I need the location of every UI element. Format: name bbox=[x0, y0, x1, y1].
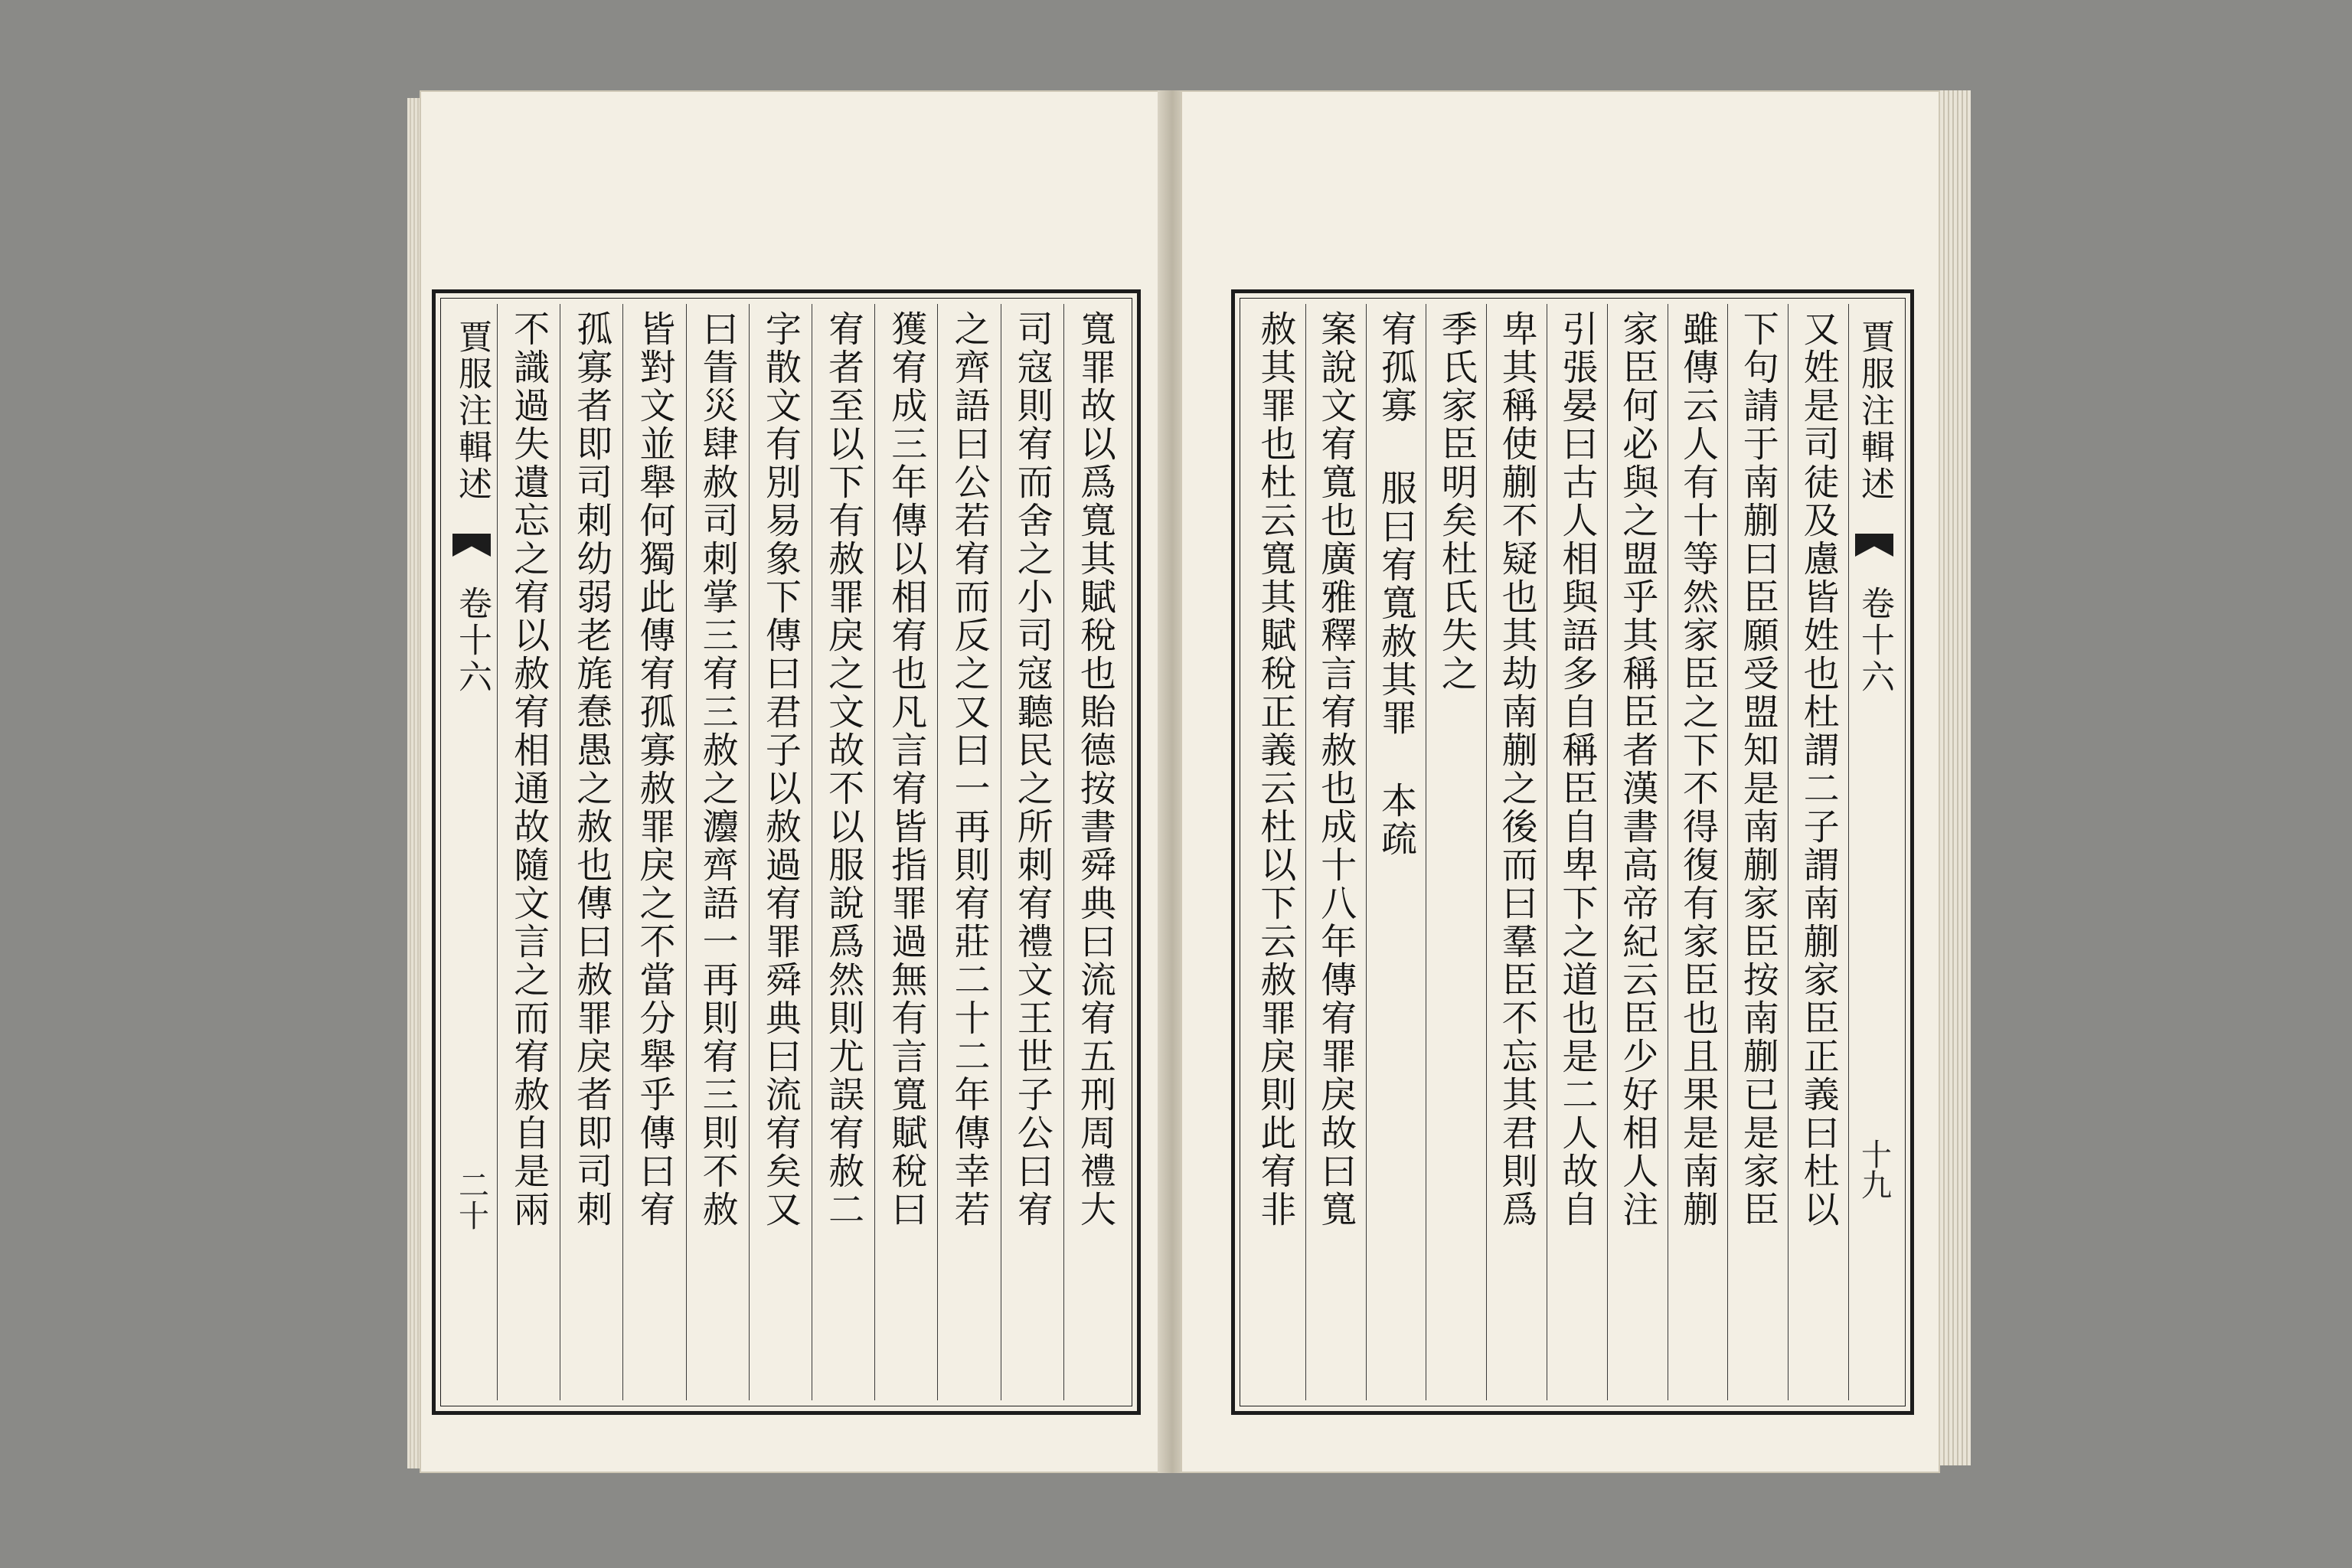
column-text: 宥孤寡 服曰宥寬赦其罪 本疏 bbox=[1375, 310, 1418, 858]
left-columns bbox=[446, 304, 1126, 1400]
column-text: 宥者至以下有赦罪戾之文故不以服說爲然則尤誤宥赦二 bbox=[822, 310, 865, 1229]
column-text: 下句請于南蒯曰臣願受盟知是南蒯家臣按南蒯已是家臣 bbox=[1736, 310, 1779, 1229]
text-column bbox=[1727, 304, 1788, 1400]
text-column bbox=[497, 304, 560, 1400]
column-text: 案說文宥寬也廣雅釋言宥赦也成十八年傳宥罪戾故曰寬 bbox=[1315, 310, 1357, 1229]
text-column bbox=[686, 304, 749, 1400]
text-column bbox=[1547, 304, 1607, 1400]
text-column bbox=[1426, 304, 1486, 1400]
column-text: 季氏家臣明矣杜氏失之 bbox=[1435, 310, 1478, 693]
text-column bbox=[1607, 304, 1668, 1400]
text-column bbox=[1001, 304, 1063, 1400]
column-text: 不識過失遺忘之宥以赦宥相通故隨文言之而宥赦自是兩 bbox=[508, 310, 550, 1229]
volume-label: 卷十六 bbox=[452, 586, 492, 696]
column-text: 皆對文並舉何獨此傳宥孤寡赦罪戾之不當分舉乎傳曰宥 bbox=[633, 310, 676, 1229]
text-column bbox=[749, 304, 812, 1400]
left-text-frame bbox=[432, 289, 1141, 1415]
text-column bbox=[1366, 304, 1426, 1400]
column-text: 引張晏曰古人相與語多自稱臣自卑下之道也是二人故自 bbox=[1556, 310, 1599, 1229]
banner-column bbox=[446, 304, 497, 1400]
text-column bbox=[937, 304, 1000, 1400]
text-column bbox=[812, 304, 874, 1400]
right-columns bbox=[1246, 304, 1900, 1400]
column-text: 家臣何必與之盟乎其稱臣者漢書高帝紀云臣少好相人注 bbox=[1616, 310, 1659, 1229]
text-column bbox=[622, 304, 685, 1400]
volume-label: 卷十六 bbox=[1855, 586, 1894, 696]
column-text: 寬罪故以爲寬其賦稅也貽德按書舜典曰流宥五刑周禮大 bbox=[1073, 310, 1116, 1229]
column-text: 赦其罪也杜云寬其賦稅正義云杜以下云赦罪戾則此宥非 bbox=[1254, 310, 1297, 1229]
right-page bbox=[1181, 90, 1940, 1473]
column-text: 之齊語曰公若宥而反之又曰一再則宥莊二十二年傳幸若 bbox=[948, 310, 991, 1229]
column-text: 司寇則宥而舍之小司寇聽民之所刺宥禮文王世子公曰宥 bbox=[1011, 310, 1054, 1229]
text-column bbox=[1486, 304, 1547, 1400]
text-column bbox=[1788, 304, 1848, 1400]
text-column bbox=[874, 304, 937, 1400]
text-column bbox=[1246, 304, 1305, 1400]
text-column bbox=[1305, 304, 1366, 1400]
column-text: 曰眚災肆赦司刺掌三宥三赦之灋齊語一再則宥三則不赦 bbox=[696, 310, 739, 1229]
column-text: 卑其稱使蒯不疑也其劫南蒯之後而曰羣臣不忘其君則爲 bbox=[1495, 310, 1538, 1229]
folio-number: 十九 bbox=[1856, 1138, 1892, 1200]
column-text: 雖傳云人有十等然家臣之下不得復有家臣也且果是南蒯 bbox=[1677, 310, 1719, 1229]
left-page bbox=[420, 90, 1164, 1473]
book-title: 賈服注輯述 bbox=[452, 319, 492, 503]
right-text-frame bbox=[1231, 289, 1914, 1415]
column-text: 孤寡者即司刺幼弱老旄惷愚之赦也傳曰赦罪戾者即司刺 bbox=[570, 310, 613, 1229]
book-title: 賈服注輯述 bbox=[1855, 319, 1894, 503]
column-text: 又姓是司徒及慮皆姓也杜謂二子謂南蒯家臣正義曰杜以 bbox=[1797, 310, 1840, 1229]
text-column bbox=[1063, 304, 1126, 1400]
banner-column bbox=[1848, 304, 1900, 1400]
column-text: 字散文有別易象下傳曰君子以赦過宥罪舜典曰流宥矣又 bbox=[759, 310, 802, 1229]
column-text: 獲宥成三年傳以相宥也凡言宥皆指罪過無有言寬賦稅曰 bbox=[885, 310, 928, 1229]
text-column bbox=[560, 304, 622, 1400]
folio-number: 二十 bbox=[453, 1169, 489, 1230]
text-column bbox=[1668, 304, 1728, 1400]
